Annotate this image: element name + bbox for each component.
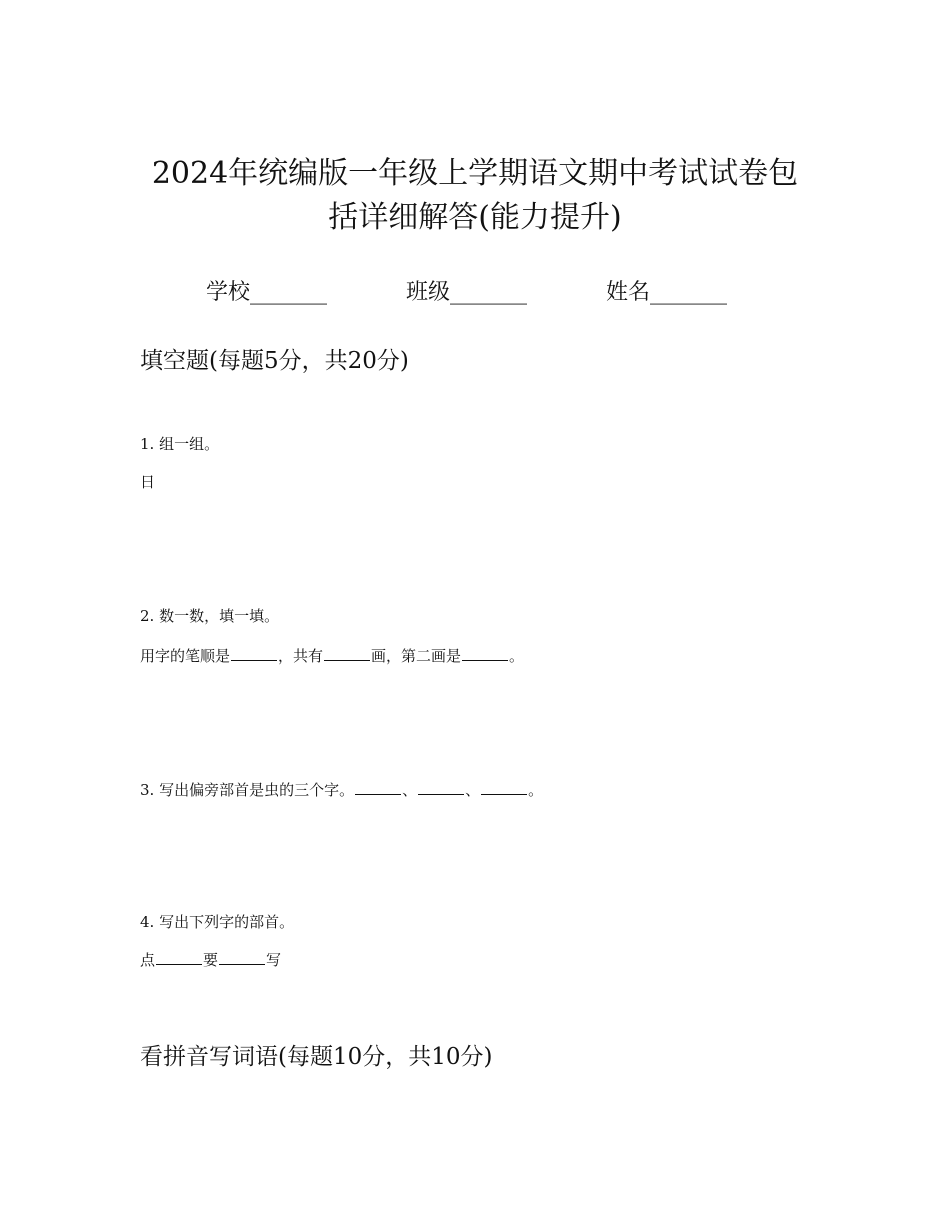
question-3-line	[140, 778, 543, 802]
answer-blank[interactable]	[481, 779, 527, 795]
question-1-title: 1. 组一组。	[140, 435, 220, 453]
answer-blank[interactable]	[324, 645, 370, 661]
q2-text-2: ，共有	[278, 647, 324, 665]
title-line-2: 括详细解答(能力提升)	[328, 200, 622, 235]
section-heading-fill-blank: 填空题(每题5分，共20分)	[140, 348, 409, 374]
q3-sep-1: 、	[402, 781, 418, 799]
q3-sep-2: 、	[465, 781, 481, 799]
class-field: 班级_______	[406, 280, 528, 305]
question-2-title: 2. 数一数，填一填。	[140, 607, 280, 625]
title-line-1: 2024年统编版一年级上学期语文期中考试试卷包	[151, 156, 799, 191]
answer-blank[interactable]	[231, 645, 277, 661]
q4-char-2: 要	[203, 951, 219, 969]
answer-blank[interactable]	[418, 779, 464, 795]
answer-blank[interactable]	[462, 645, 508, 661]
name-field: 姓名_______	[606, 280, 728, 305]
q3-text-1: 3. 写出偏旁部首是虫的三个字。	[140, 781, 355, 799]
school-field: 学校_______	[206, 280, 328, 305]
question-4-line	[140, 948, 281, 972]
section-heading-pinyin: 看拼音写词语(每题10分，共10分)	[140, 1044, 493, 1070]
answer-blank[interactable]	[355, 779, 401, 795]
document-title	[95, 152, 855, 240]
q3-end: 。	[528, 781, 544, 799]
q2-text-1: 用字的笔顺是	[140, 647, 231, 665]
q2-text-4: 。	[509, 647, 525, 665]
question-1-line: 日	[140, 473, 156, 491]
question-2-line	[140, 644, 524, 668]
answer-blank[interactable]	[219, 949, 265, 965]
question-4-title: 4. 写出下列字的部首。	[140, 913, 295, 931]
q2-text-3: 画，第二画是	[371, 647, 462, 665]
q4-char-3: 写	[266, 951, 282, 969]
answer-blank[interactable]	[156, 949, 202, 965]
q4-char-1: 点	[140, 951, 156, 969]
